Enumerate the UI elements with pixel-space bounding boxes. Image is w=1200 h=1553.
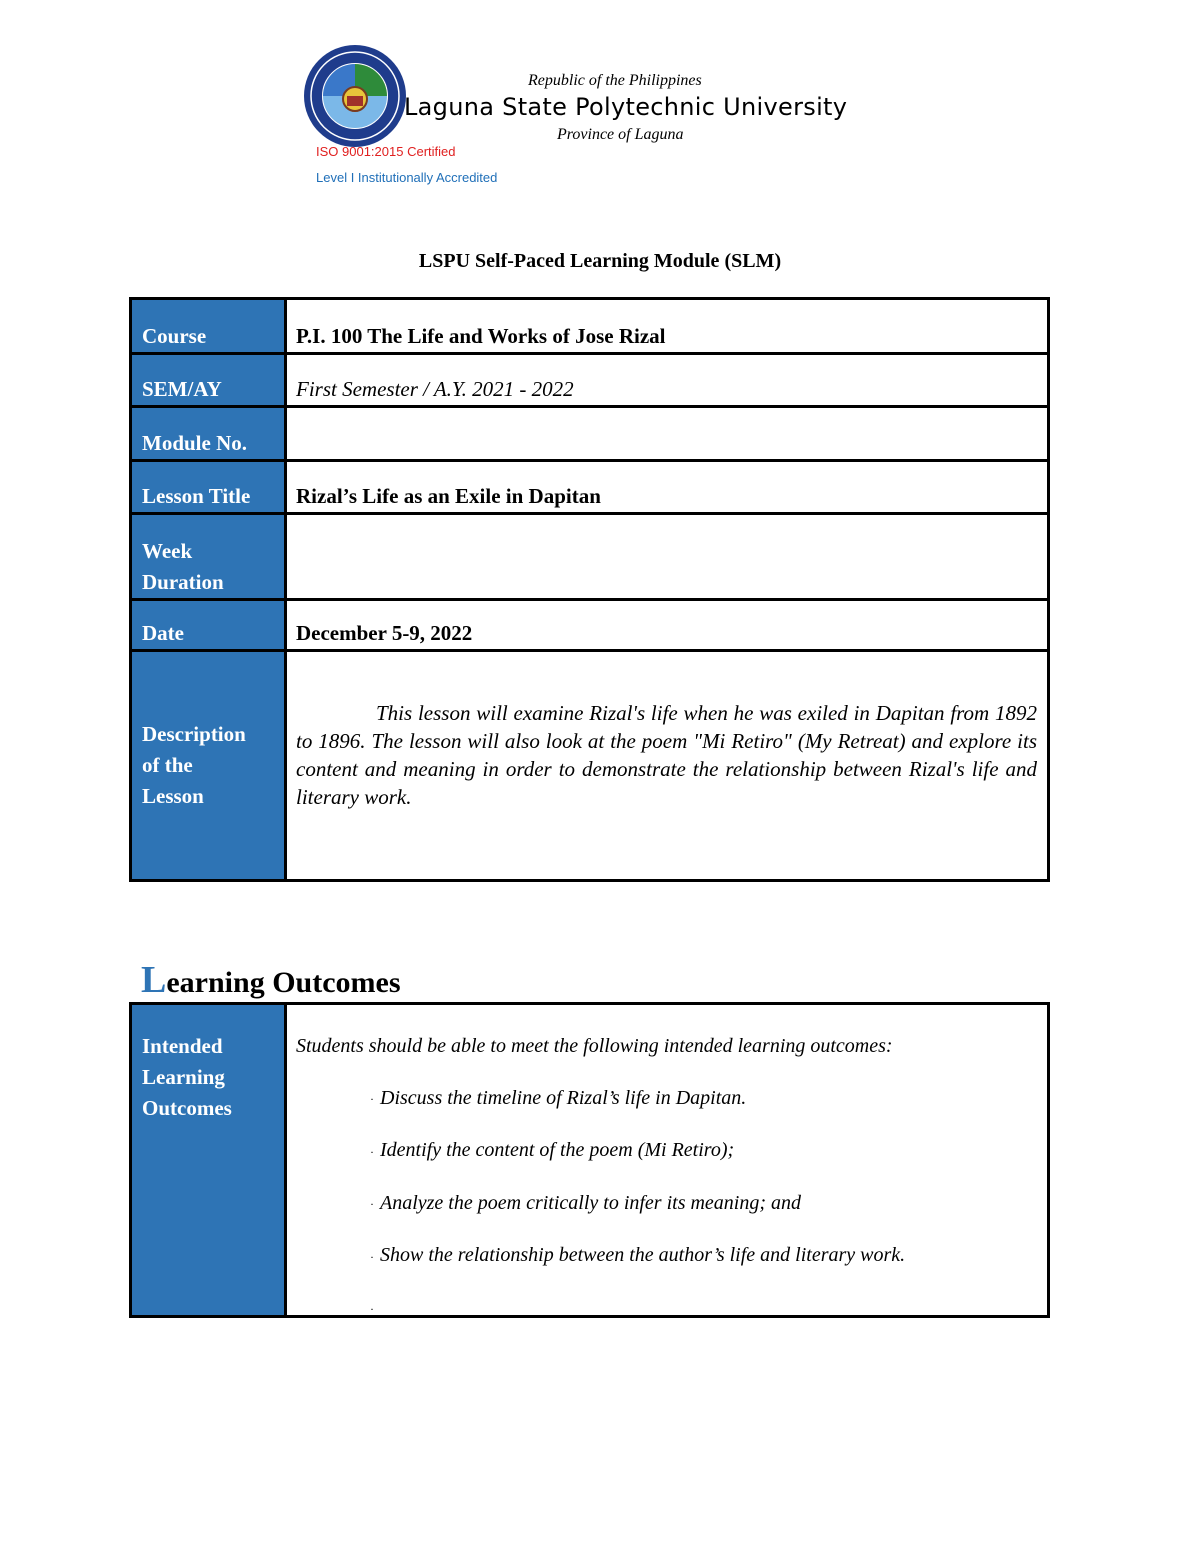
table-row-course — [132, 300, 1047, 352]
bullet: · — [370, 1249, 374, 1264]
label-line: Learning — [142, 1065, 225, 1089]
outcomes-intro: Students should be able to meet the following intended learning outcomes: — [296, 1035, 893, 1057]
accreditation-text: Level I Institutionally Accredited — [316, 170, 498, 185]
module-no-value — [287, 408, 1047, 459]
province-text: Province of Laguna — [557, 126, 684, 143]
module-info-table — [129, 297, 1050, 882]
outcomes-content — [287, 1005, 1047, 1315]
course-value: P.I. 100 The Life and Works of Jose Rizal — [296, 324, 666, 348]
university-name: Laguna State Polytechnic University — [404, 93, 848, 121]
heading-initial: L — [141, 959, 167, 1001]
list-item — [370, 1293, 1037, 1324]
heading-rest: earning Outcomes — [166, 966, 401, 999]
table-row-module-no — [132, 408, 1047, 459]
lesson-title-value: Rizal’s Life as an Exile in Dapitan — [296, 484, 601, 508]
list-item-text: Analyze the poem critically to infer its meaning; and — [380, 1191, 802, 1214]
label-line: of the — [142, 753, 193, 777]
learning-outcomes-table — [129, 1002, 1050, 1318]
label-line: Intended — [142, 1034, 223, 1058]
row-label: SEM/AY — [132, 355, 287, 405]
row-label: Date — [132, 601, 287, 649]
week-duration-value — [287, 515, 1047, 598]
table-row-lesson-title — [132, 462, 1047, 512]
label-line: Lesson — [142, 784, 204, 808]
description-value — [287, 652, 1047, 879]
row-label: Lesson Title — [132, 462, 287, 512]
bullet: · — [370, 1197, 374, 1212]
outcomes-row — [132, 1005, 1047, 1315]
table-row-description — [132, 652, 1047, 879]
university-seal-logo — [303, 44, 407, 148]
list-item — [370, 1135, 1037, 1166]
row-label — [132, 1005, 287, 1315]
row-label — [132, 652, 287, 879]
label-line: Outcomes — [142, 1096, 232, 1120]
row-label — [132, 515, 287, 598]
list-item-text: Identify the content of the poem (Mi Retiro); — [380, 1139, 735, 1162]
description-text: This lesson will examine Rizal's life when he was exiled in Dapitan from 1892 to 1896. The lesson will also look at the poem "Mi Retiro" (My Retreat) and explore its content and meaning in order to demonstrate the relationship between Rizal's life and literary work. — [296, 700, 1037, 809]
list-item — [370, 1083, 1037, 1114]
table-row-date — [132, 601, 1047, 649]
bullet: · — [370, 1144, 374, 1159]
iso-certification: ISO 9001:2015 Certified — [316, 144, 456, 159]
republic-text: Republic of the Philippines — [528, 72, 702, 89]
table-row-week-duration — [132, 515, 1047, 598]
date-value: December 5-9, 2022 — [296, 621, 473, 645]
row-label: Course — [132, 300, 287, 352]
sem-ay-value: First Semester / A.Y. 2021 - 2022 — [296, 377, 574, 401]
bullet: · — [370, 1092, 374, 1107]
label-line: Duration — [142, 570, 224, 594]
bullet: · — [370, 1302, 374, 1317]
label-line: Week — [142, 539, 193, 563]
row-label: Module No. — [132, 408, 287, 459]
outcomes-list — [370, 1083, 1037, 1324]
table-row-sem-ay — [132, 355, 1047, 405]
list-item — [370, 1240, 1037, 1271]
list-item-text: Discuss the timeline of Rizal’s life in Dapitan. — [380, 1087, 747, 1109]
document-title: LSPU Self-Paced Learning Module (SLM) — [418, 250, 782, 272]
label-line: Description — [142, 722, 246, 746]
list-item — [370, 1188, 1037, 1219]
list-item-text: Show the relationship between the author’s life and literary work. — [380, 1244, 906, 1267]
section-heading — [141, 958, 401, 1002]
